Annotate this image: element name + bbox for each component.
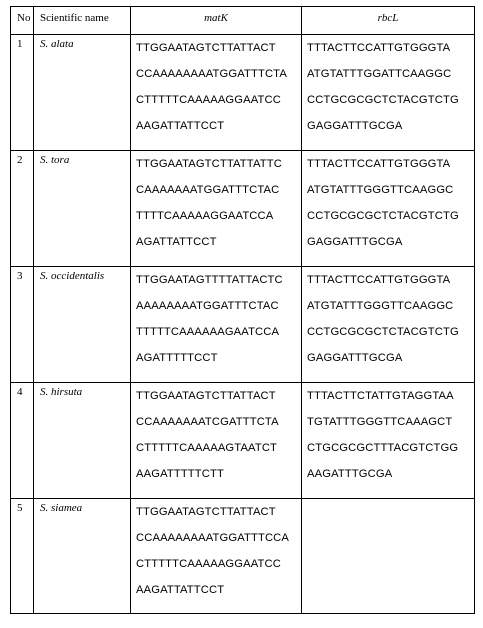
header-no: No — [11, 7, 34, 35]
matk-sequence — [131, 35, 302, 151]
matk-sequence-line: CTTTTTCAAAAAGGAATCC — [136, 94, 281, 106]
matk-sequence-line: CCAAAAAAATCGATTTCTA — [136, 416, 279, 428]
rbcl-sequence-line: CCTGCGCGCTCTACGTCTG — [307, 94, 459, 106]
scientific-name: S. occidentalis — [34, 267, 131, 383]
matk-sequence-line: AAGATTATTCCT — [136, 120, 225, 132]
rbcl-sequence — [302, 267, 475, 383]
matk-sequence — [131, 383, 302, 499]
matk-sequence-line: TTGGAATAGTCTTATTACT — [136, 506, 276, 518]
matk-sequence-line: TTTTCAAAAAGGAATCCA — [136, 210, 274, 222]
rbcl-sequence-line: CCTGCGCGCTCTACGTCTG — [307, 326, 459, 338]
rbcl-sequence — [302, 383, 475, 499]
header-rbcl: rbcL — [302, 7, 475, 35]
rbcl-sequence-line: GAGGATTTGCGA — [307, 120, 403, 132]
rbcl-sequence-line: ATGTATTTGGGTTCAAGGC — [307, 300, 454, 312]
rbcl-sequence-line: GAGGATTTGCGA — [307, 352, 403, 364]
table-row — [11, 383, 475, 499]
rbcl-sequence-line: TTTACTTCCATTGTGGGTA — [307, 274, 451, 286]
row-number: 4 — [11, 383, 34, 499]
scientific-name: S. alata — [34, 35, 131, 151]
matk-sequence-line: AGATTATTCCT — [136, 236, 217, 248]
rbcl-sequence-line: CTGCGCGCTTTACGTCTGG — [307, 442, 459, 454]
matk-sequence-line: AAGATTATTCCT — [136, 584, 225, 596]
rbcl-sequence — [302, 35, 475, 151]
row-number: 2 — [11, 151, 34, 267]
rbcl-sequence — [302, 499, 475, 614]
header-matk: matK — [131, 7, 302, 35]
matk-sequence-line: TTGGAATAGTCTTATTATTC — [136, 158, 282, 170]
rbcl-sequence-line: TTTACTTCTATTGTAGGTAA — [307, 390, 454, 402]
row-number: 1 — [11, 35, 34, 151]
rbcl-sequence-line: TGTATTTGGGTTCAAAGCT — [307, 416, 453, 428]
matk-sequence-line: CCAAAAAAAATGGATTTCCA — [136, 532, 290, 544]
row-number: 3 — [11, 267, 34, 383]
sequence-table — [10, 6, 475, 614]
matk-sequence — [131, 267, 302, 383]
header-row — [11, 7, 475, 35]
matk-sequence-line: CAAAAAAATGGATTTCTAC — [136, 184, 280, 196]
rbcl-sequence-line: CCTGCGCGCTCTACGTCTG — [307, 210, 459, 222]
matk-sequence — [131, 499, 302, 614]
rbcl-sequence — [302, 151, 475, 267]
row-number: 5 — [11, 499, 34, 614]
matk-sequence-line: AAAAAAAATGGATTTCTAC — [136, 300, 279, 312]
table-row — [11, 151, 475, 267]
table-row — [11, 499, 475, 614]
rbcl-sequence-line: ATGTATTTGGATTCAAGGC — [307, 68, 452, 80]
scientific-name: S. hirsuta — [34, 383, 131, 499]
scientific-name: S. siamea — [34, 499, 131, 614]
matk-sequence — [131, 151, 302, 267]
matk-sequence-line: TTGGAATAGTCTTATTACT — [136, 42, 276, 54]
matk-sequence-line: AGATTTTTCCT — [136, 352, 218, 364]
header-scientific-name: Scientific name — [34, 7, 131, 35]
matk-sequence-line: TTTTTCAAAAAAGAATCCA — [136, 326, 280, 338]
matk-sequence-line: CTTTTTCAAAAAGTAATCT — [136, 442, 278, 454]
matk-sequence-line: TTGGAATAGTCTTATTACT — [136, 390, 276, 402]
table-row — [11, 35, 475, 151]
rbcl-sequence-line: TTTACTTCCATTGTGGGTA — [307, 158, 451, 170]
matk-sequence-line: CCAAAAAAAATGGATTTCTA — [136, 68, 287, 80]
matk-sequence-line: TTGGAATAGTTTTATTACTC — [136, 274, 283, 286]
rbcl-sequence-line: ATGTATTTGGGTTCAAGGC — [307, 184, 454, 196]
table-row — [11, 267, 475, 383]
matk-sequence-line: AAGATTTTTCTT — [136, 468, 224, 480]
matk-sequence-line: CTTTTTCAAAAAGGAATCC — [136, 558, 281, 570]
rbcl-sequence-line: TTTACTTCCATTGTGGGTA — [307, 42, 451, 54]
rbcl-sequence-line: GAGGATTTGCGA — [307, 236, 403, 248]
scientific-name: S. tora — [34, 151, 131, 267]
rbcl-sequence-line: AAGATTTGCGA — [307, 468, 393, 480]
